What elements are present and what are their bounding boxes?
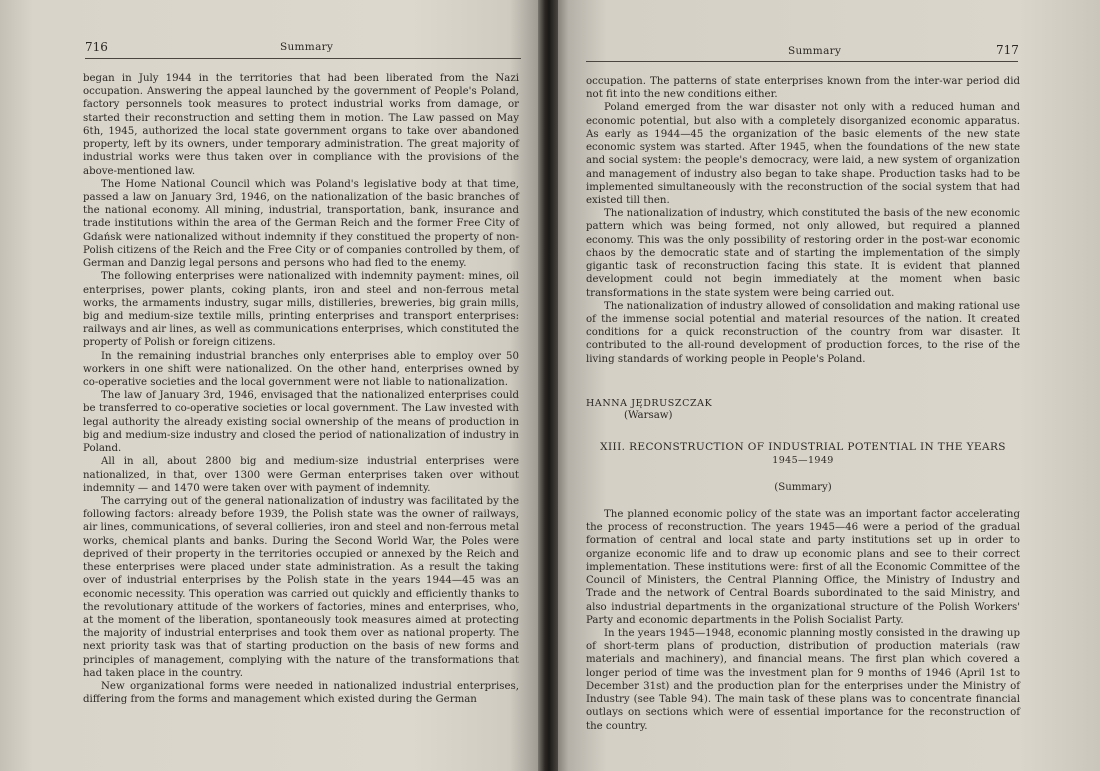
right-body-text	[586, 75, 1020, 366]
paragraph: occupation. The patterns of state enterprises known from the inter-war period did not fit into the new conditions either.	[586, 76, 1020, 101]
paragraph: The planned economic policy of the state was an important factor accelerating the process of reconstruction. The years 1945—46 were a period of the gradual formation of central and local state and party institutions set up in order to organize economic life and to draw up economic plans and see to their correct implementation. These institutions were: first of all the Economic Committee of the Council of Ministers, the Central Planning Office, the Ministry of Industry and Trade and the network of Central Boards subordinated to the said Ministry, and also industrial departments in the organizational structure of the Polish Workers' Party and economic departments in the Polish Socialist Party.	[586, 509, 1020, 626]
article-title	[586, 440, 1020, 468]
right-head-rule	[586, 61, 1018, 62]
author-city: (Warsaw)	[624, 410, 673, 421]
article-title-years: 1945—1949	[772, 455, 834, 466]
paragraph: The carrying out of the general nationalization of industry was facilitated by the following factors: already before 1939, the Polish state was the owner of railways, air lines, communications, of several collieries, iron and steel and non-ferrous metal works, chemical plants and banks. During the Second World War, the Poles were deprived of their property in the territories occupied or annexed by the Reich and these enterprises were placed under state administration. As a result the taking over of industrial enterprises by the Polish state in the years 1944—45 was an economic necessity. This operation was carried out quickly and efficiently thanks to the revolutionary attitude of the workers of factories, mines and enterprises, who, at the moment of the liberation, spontaneously took measures aimed at protecting the majority of industrial enterprises and took them over as national property. The next priority task was that of starting production on the basis of new forms and principles of management, complying with the nature of the transformations that had taken place in the country.	[83, 496, 519, 679]
paragraph: The nationalization of industry, which constituted the basis of the new economic pattern which was being formed, not only allowed, but required a planned economy. This was the only possibility of restoring order in the post-war economic chaos by the democratic state and of starting the implementation of the simply gigantic task of reconstruction facing this state. It is evident that planned development could not begin immediately at the moment when basic transformations in the state system were being carried out.	[586, 208, 1020, 299]
book-spine	[538, 0, 558, 771]
paragraph: New organizational forms were needed in nationalized industrial enterprises, differing from the forms and management which existed during the German	[83, 681, 519, 706]
left-page	[0, 0, 548, 771]
right-running-head: Summary	[788, 45, 842, 57]
paragraph: The law of January 3rd, 1946, envisaged that the nationalized enterprises could be transferred to co-operative societies or local government. The Law invested with legal authority the already existing social ownership of the means of production in big and medium-size industry and closed the period of nationalization of industry in Poland.	[83, 390, 519, 455]
paragraph: In the remaining industrial branches only enterprises able to employ over 50 workers in one shift were nationalized. On the other hand, enterprises owned by co-operative societies and the local government were not liable to nationalization.	[83, 350, 519, 389]
article-author: HANNA JĘDRUSZCZAK	[586, 398, 713, 409]
paragraph: All in all, about 2800 big and medium-size industrial enterprises were nationalized, in that, over 1300 were German enterprises taken over without indemnity — and 1470 were taken over with payment of indemnity.	[83, 456, 519, 494]
paragraph: The nationalization of industry allowed of consolidation and making rational use of the immense social potential and material resources of the nation. It created conditions for a quick reconstruction of the country from war disaster. It contributed to the all-round development of production forces, to the rise of the living standards of working people in People's Poland.	[586, 300, 1020, 365]
article-title-line: XIII. RECONSTRUCTION OF INDUSTRIAL POTENTIAL IN THE YEARS	[600, 441, 1006, 453]
paragraph: In the years 1945—1948, economic planning mostly consisted in the drawing up of short-term plans of production, distribution of production materials (raw materials and machinery), and financial means. The first plan which covered a longer period of time was the investment plan for 9 months of 1946 (April 1st to December 31st) and the production plan for the enterprises under the Ministry of Industry (see Table 94). The main task of these plans was to concentrate financial outlays on sections which were of essential importance for the reconstruction of the country.	[586, 627, 1020, 732]
right-page-number: 717	[996, 43, 1019, 57]
left-head-rule	[85, 58, 521, 59]
left-running-head: Summary	[280, 41, 334, 53]
paragraph: began in July 1944 in the territories that had been liberated from the Nazi occupation. Answering the appeal launched by the government of People's Poland, factory personnels took measures to protect industrial works from damage, or started their reconstruction and setting them in motion. The Law passed on May 6th, 1945, authorized the local state government organs to take over abandoned property, left by its owners, under temporary administration. The great majority of industrial works were thus taken over in compliance with the provisions of the above-mentioned law.	[83, 73, 519, 177]
left-page-number: 716	[85, 40, 108, 54]
paragraph: The Home National Council which was Poland's legislative body at that time, passed a law on January 3rd, 1946, on the nationalization of the basic branches of the national economy. All mining, industrial, transportation, bank, insurance and trade institutions within the area of the German Reich and the former Free City of Gdańsk were nationalized without indemnity if they constitued the property of non-Polish citizens of the Reich and the Free City or of companies controlled by them, of German and Danzig legal persons and persons who had fled to the enemy.	[83, 178, 519, 270]
summary-label: (Summary)	[774, 482, 832, 493]
paragraph: The following enterprises were nationalized with indemnity payment: mines, oil enterprises, power plants, coking plants, iron and steel and non-ferrous metal works, the armaments industry, sugar mills, distilleries, breweries, big grain mills, big and medium-size textile mills, printing enterprises and transport enterprises: railways and air lines, as well as communications enterprises, which constituted the property of Polish or foreign citizens.	[83, 271, 519, 349]
right-page	[552, 0, 1100, 771]
left-body-text	[83, 72, 519, 707]
article-body-text	[586, 508, 1020, 733]
paragraph: Poland emerged from the war disaster not only with a reduced human and economic potential, but also with a completely disorganized economic apparatus. As early as 1944—45 the organization of the basic elements of the new state economic system was started. After 1945, when the foundations of the new state and social system: the people's democracy, were laid, a new system of organization and management of industry also began to take shape. Production tasks had to be implemented simultaneously with the reconstruction of the social system that had existed till then.	[586, 102, 1020, 206]
